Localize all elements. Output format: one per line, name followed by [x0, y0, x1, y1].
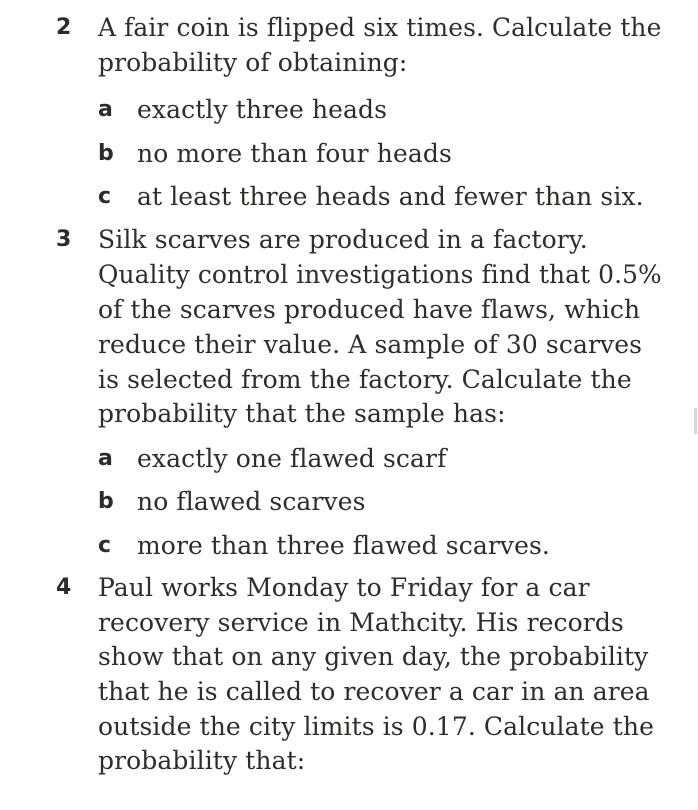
question-text-line: show that on any given day, the probability [98, 642, 649, 671]
question-text-line: of the scarves produced have flaws, which [98, 295, 641, 324]
question-text-line: probability that: [98, 746, 306, 775]
part-text: exactly three heads [137, 95, 388, 124]
part-text: no more than four heads [137, 139, 452, 168]
part-text: exactly one flawed scarf [137, 444, 447, 473]
page-edge-mark [694, 408, 697, 434]
part-text: more than three flawed scarves. [137, 531, 550, 560]
question-text-line: is selected from the factory. Calculate the [98, 365, 632, 394]
part-label: a [98, 446, 113, 471]
part-label: b [98, 489, 114, 514]
question-text-line: Quality control investigations find that 0.5% [98, 260, 662, 289]
question-text-line: that he is called to recover a car in an area [98, 677, 650, 706]
question-text-line: outside the city limits is 0.17. Calculate the [98, 712, 654, 741]
question-text-line: Silk scarves are produced in a factory. [98, 225, 588, 254]
question-number: 3 [56, 227, 72, 252]
question-text-line: probability that the sample has: [98, 399, 506, 428]
part-text: no flawed scarves [137, 487, 366, 516]
question-text-line: Paul works Monday to Friday for a car [98, 573, 590, 602]
part-label: c [98, 184, 112, 209]
question-text-line: A fair coin is flipped six times. Calculate the [98, 13, 662, 42]
part-label: c [98, 533, 112, 558]
part-text: at least three heads and fewer than six. [137, 182, 644, 211]
question-text-line: probability of obtaining: [98, 48, 408, 77]
part-label: b [98, 141, 114, 166]
part-label: a [98, 97, 113, 122]
question-number: 2 [56, 15, 72, 40]
question-text-line: reduce their value. A sample of 30 scarves [98, 330, 643, 359]
question-number: 4 [56, 575, 72, 600]
question-text-line: recovery service in Mathcity. His records [98, 608, 624, 637]
